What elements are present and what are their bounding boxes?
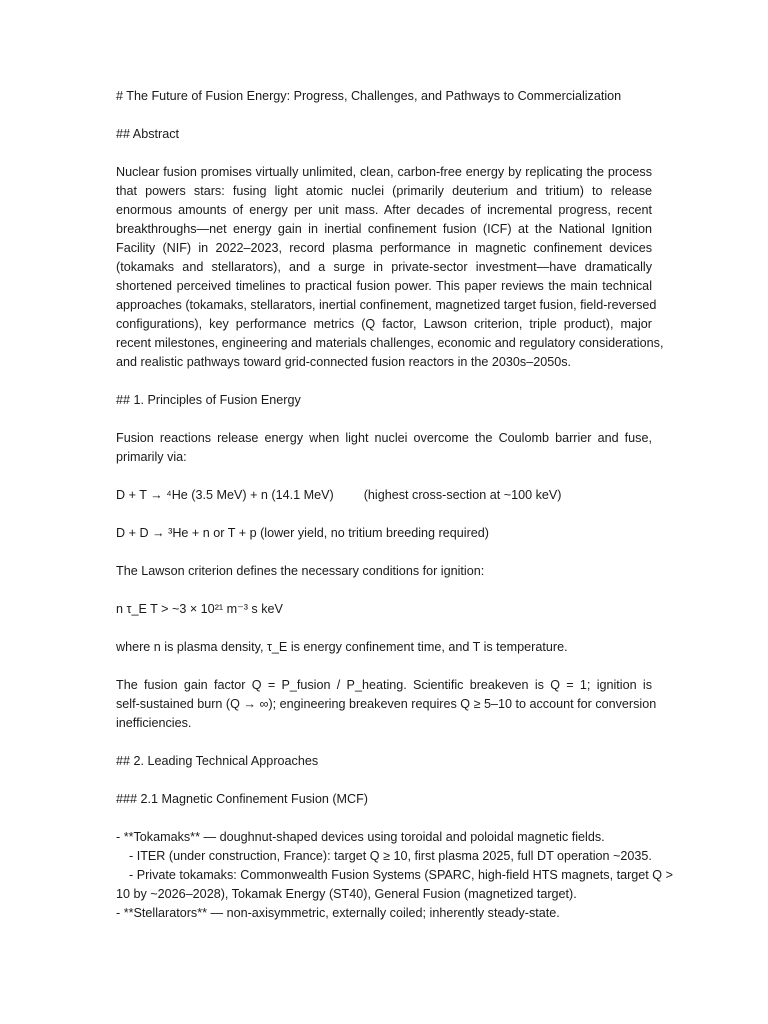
list-item-private-tokamaks-cont: 10 by ~2026–2028), Tokamak Energy (ST40), General Fusion (magnetized target). [116,887,577,901]
variable-definitions: where n is plasma density, τ_E is energy confinement time, and T is temperature. [116,640,568,654]
abstract-line: enormous amounts of energy per unit mass. After decades of incremental progress, recent [116,203,652,217]
abstract-line: shortened perceived timelines to practical fusion power. This paper reviews the main technical [116,279,652,293]
list-item-iter: - ITER (under construction, France): target Q ≥ 10, first plasma 2025, full DT operation ~2035. [129,849,652,863]
abstract-line: recent milestones, engineering and materials challenges, economic and regulatory considerations, [116,336,664,350]
list-item-stellarators: - **Stellarators** — non-axisymmetric, externally coiled; inherently steady-state. [116,906,560,920]
reaction-dt-formula: D + T → ⁴He (3.5 MeV) + n (14.1 MeV) [116,488,334,502]
reaction-dt-note: (highest cross-section at ~100 keV) [363,488,562,502]
reaction-dd: D + D → ³He + n or T + p (lower yield, no tritium breeding required) [116,526,489,540]
abstract-heading: ## Abstract [116,127,180,141]
list-item-private-tokamaks: - Private tokamaks: Commonwealth Fusion Systems (SPARC, high-field HTS magnets, target Q > [129,868,673,882]
lawson-formula: n τ_E T > ~3 × 10²¹ m⁻³ s keV [116,602,283,616]
abstract-line: configurations), key performance metrics (Q factor, Lawson criterion, triple product), major [116,317,652,331]
abstract-line: approaches (tokamaks, stellarators, inertial confinement, magnetized target fusion, field-reversed [116,298,657,312]
section-1-heading: ## 1. Principles of Fusion Energy [116,393,301,407]
reaction-dt [116,486,652,505]
abstract-line: (tokamaks and stellarators), and a surge in private-sector investment—have dramatically [116,260,652,274]
section-1-intro-line: primarily via: [116,450,187,464]
abstract-line: Facility (NIF) in 2022–2023, record plasma performance in magnetic confinement devices [116,241,652,255]
gain-factor-line: self-sustained burn (Q → ∞); engineering breakeven requires Q ≥ 5–10 to account for conversion [116,697,657,711]
abstract-line: that powers stars: fusing light atomic nuclei (primarily deuterium and tritium) to release [116,184,652,198]
section-2-1-heading: ### 2.1 Magnetic Confinement Fusion (MCF) [116,792,368,806]
section-1-intro-line: Fusion reactions release energy when light nuclei overcome the Coulomb barrier and fuse, [116,431,652,445]
gain-factor-line: inefficiencies. [116,716,192,730]
abstract-line: breakthroughs—net energy gain in inertial confinement fusion (ICF) at the National Ignition [116,222,652,236]
document-title: # The Future of Fusion Energy: Progress, Challenges, and Pathways to Commercialization [116,89,622,103]
abstract-line: Nuclear fusion promises virtually unlimited, clean, carbon-free energy by replicating the process [116,165,652,179]
gain-factor-line: The fusion gain factor Q = P_fusion / P_heating. Scientific breakeven is Q = 1; ignition is [116,678,652,692]
list-item-tokamaks: - **Tokamaks** — doughnut-shaped devices using toroidal and poloidal magnetic fields. [116,830,605,844]
abstract-line: and realistic pathways toward grid-connected fusion reactors in the 2030s–2050s. [116,355,572,369]
section-2-heading: ## 2. Leading Technical Approaches [116,754,319,768]
lawson-intro: The Lawson criterion defines the necessary conditions for ignition: [116,564,485,578]
